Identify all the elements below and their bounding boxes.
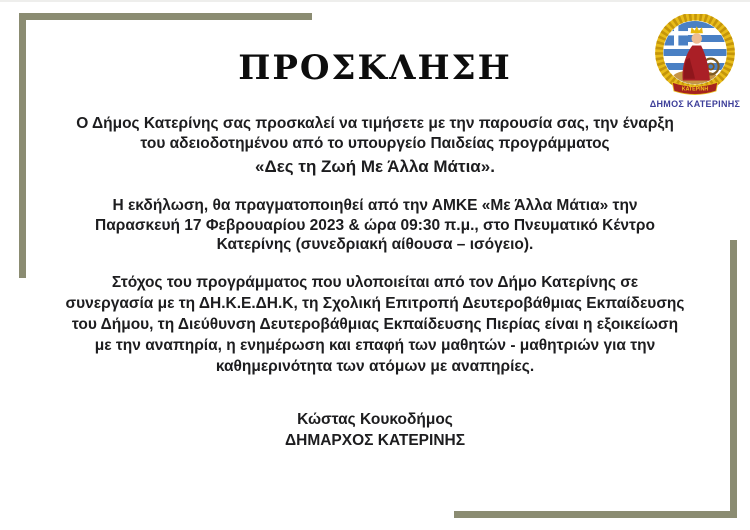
paragraph-line: Η εκδήλωση, θα πραγματοποιηθεί από την ΑΜΚΕ «Με Άλλα Μάτια» την <box>112 197 638 214</box>
paragraph-line: καθημερινότητα των ατόμων με αναπηρίες. <box>215 358 535 375</box>
page-title: ΠΡΟΣΚΛΗΣΗ <box>238 48 512 88</box>
signatory-name: Κώστας Κουκοδήμος <box>297 411 453 428</box>
paragraph-line: συνεργασία με τη ΔΗ.Κ.Ε.ΔΗ.Κ, τη Σχολική Επιτροπή Δευτεροβάθμιας Εκπαίδευσης <box>65 295 685 312</box>
logo-caption: ΔΗΜΟΣ ΚΑΤΕΡΙΝΗΣ <box>649 99 741 109</box>
goal-paragraph <box>0 272 750 377</box>
paragraph-line: Παρασκευή 17 Φεβρουαρίου 2023 & ώρα 09:30 π.μ., στο Πνευματικό Κέντρο <box>95 216 655 234</box>
signatory-title: ΔΗΜΑΡΧΟΣ ΚΑΤΕΡΙΝΗΣ <box>284 432 466 449</box>
intro-paragraph <box>0 114 750 154</box>
logo-banner-text: ΚΑΤΕΡΙΝΗ <box>681 86 709 93</box>
paragraph-line: με την αναπηρία, η ενημέρωση και επαφή των μαθητών - μαθητριών για την <box>94 337 656 354</box>
paragraph-line: του αδειοδοτημένου από το υπουργείο Παιδείας προγράμματος <box>140 135 610 152</box>
program-title: «Δες τη Ζωή Με Άλλα Μάτια». <box>255 157 495 176</box>
event-paragraph <box>0 196 750 255</box>
paragraph-line: Στόχος του προγράμματος που υλοποιείται από τον Δήμο Κατερίνης σε <box>111 274 639 291</box>
signature-block <box>0 409 750 451</box>
paragraph-line: Κατερίνης (συνεδριακή αίθουσα – ισόγειο). <box>216 236 534 253</box>
paragraph-line: του Δήμου, τη Διεύθυνση Δευτεροβάθμιας Εκπαίδευσης Πιερίας είναι η εξοικείωση <box>71 316 679 333</box>
page-top-edge <box>0 0 750 2</box>
paragraph-line: Ο Δήμος Κατερίνης σας προσκαλεί να τιμήσετε με την παρουσία σας, την έναρξη <box>76 115 674 132</box>
